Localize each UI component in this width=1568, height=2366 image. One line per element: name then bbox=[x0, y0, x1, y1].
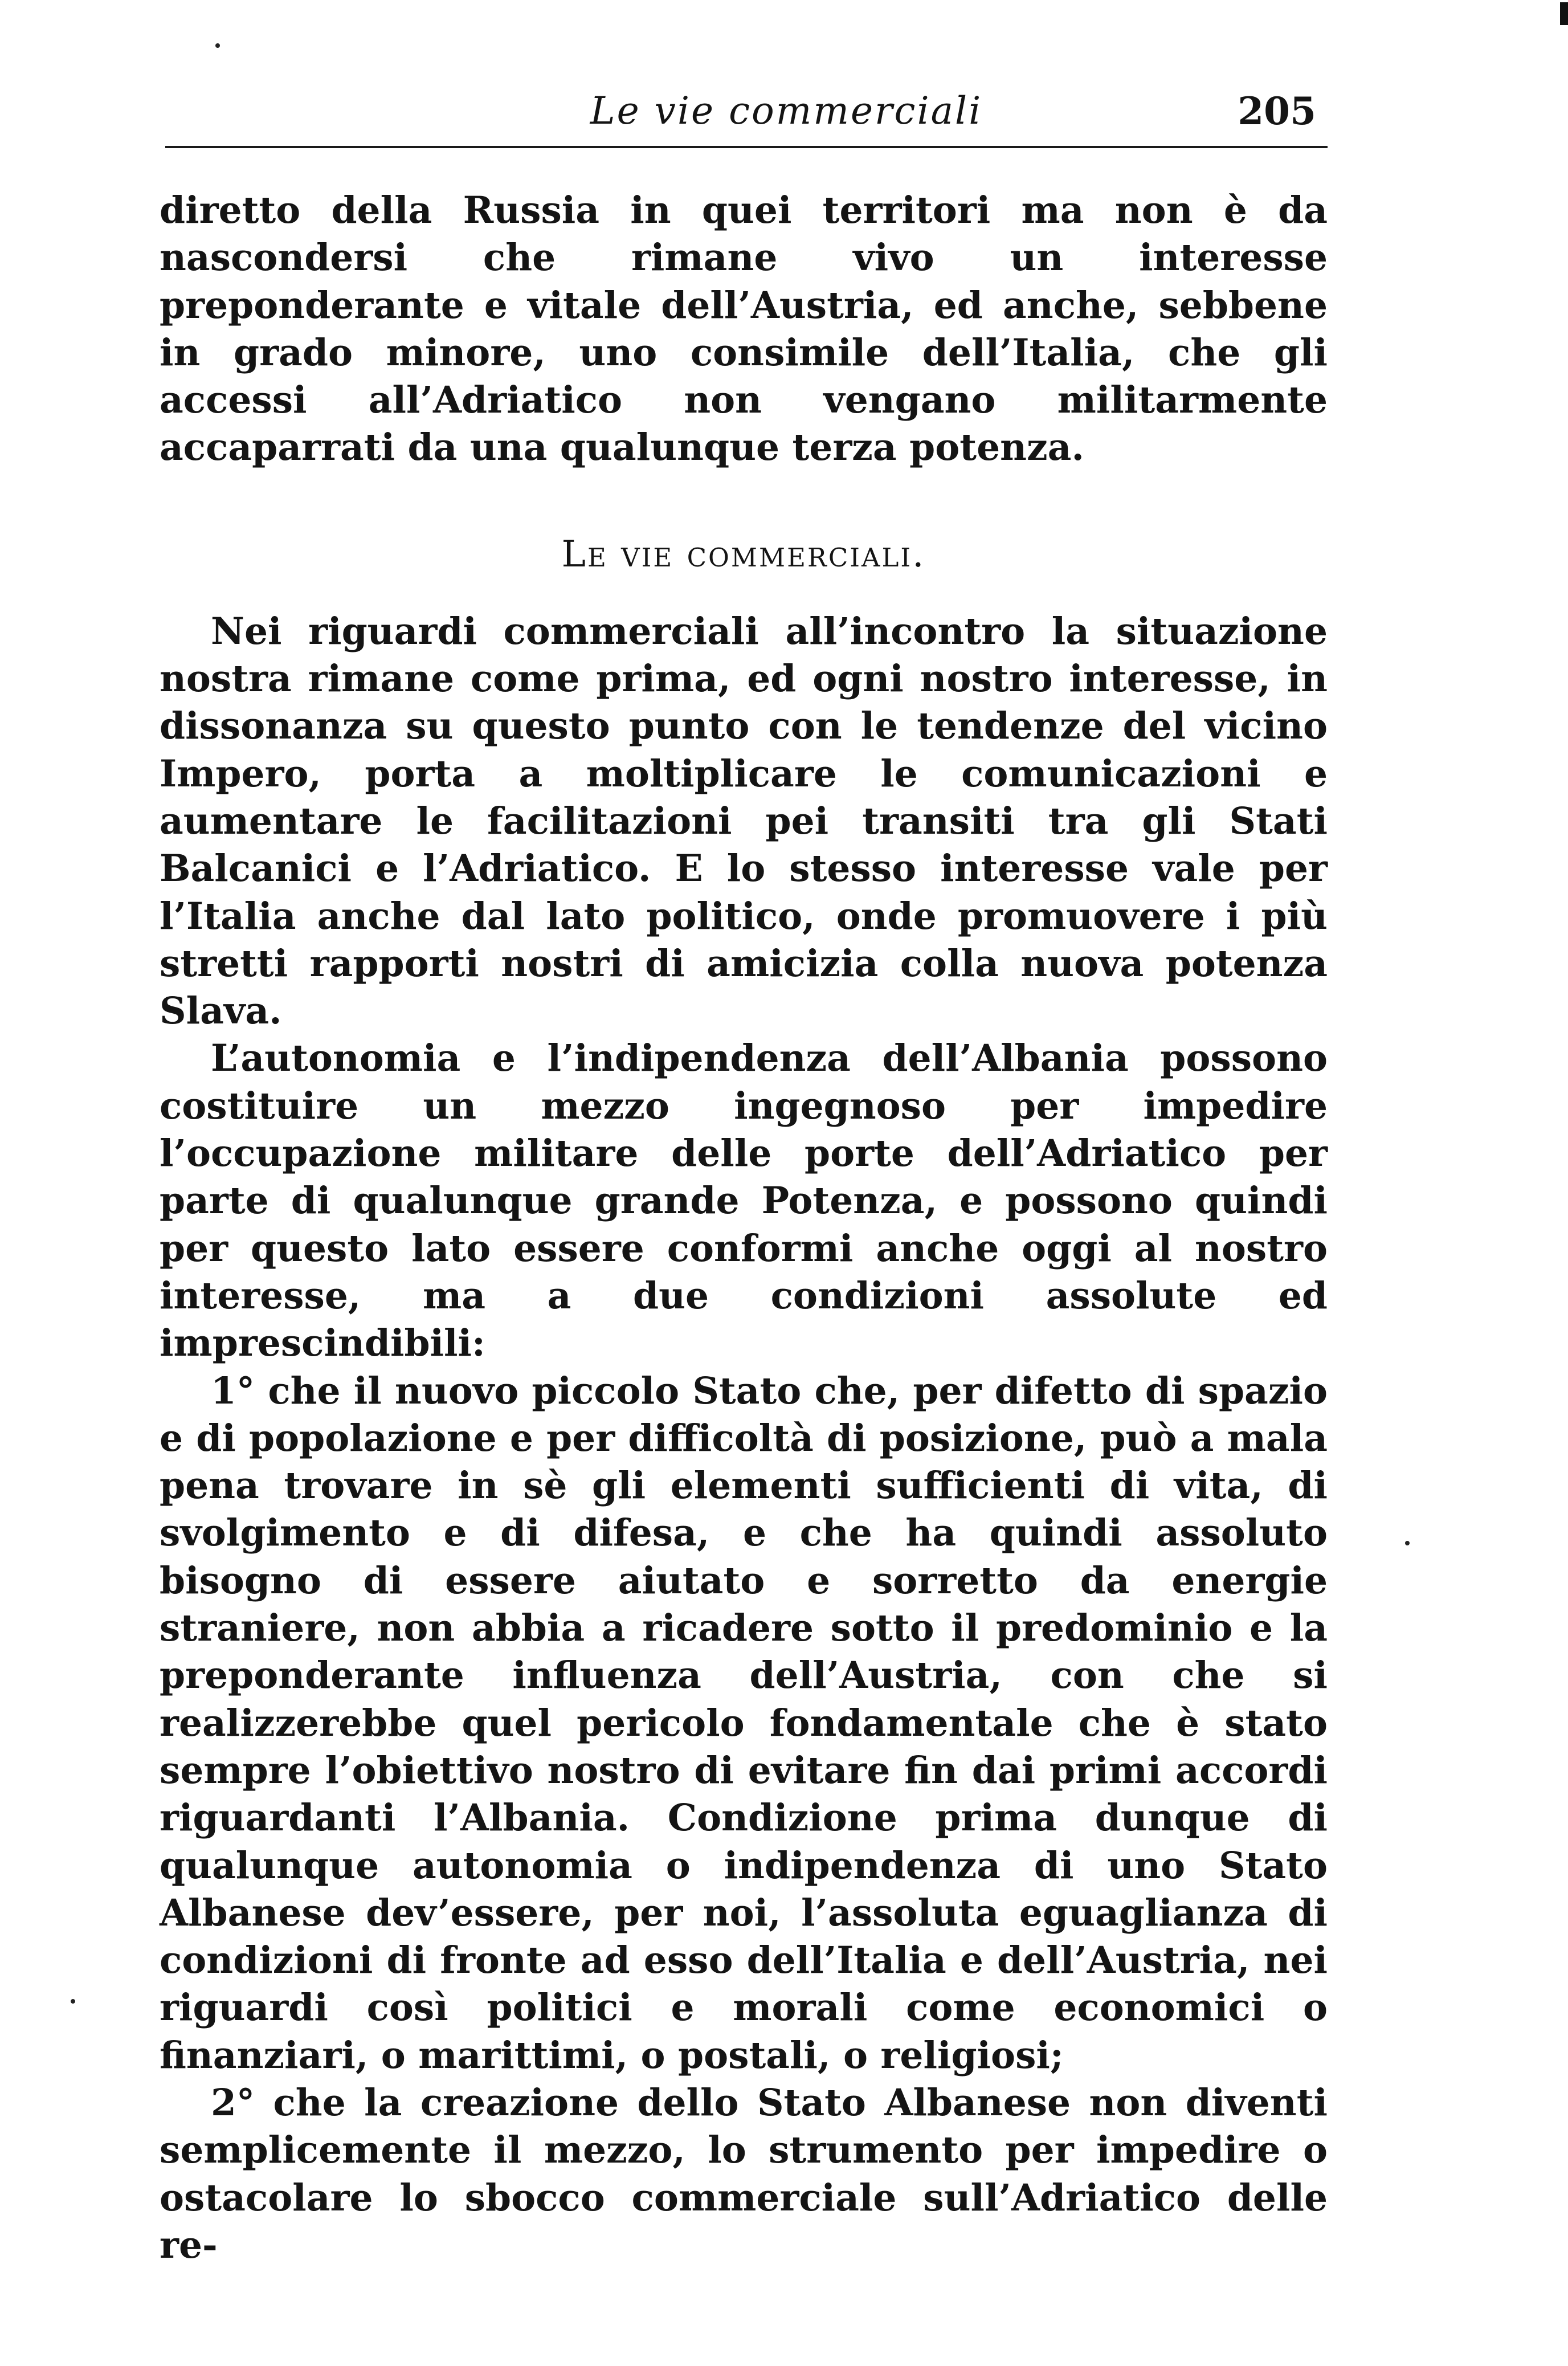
section-heading: Le vie commerciali. bbox=[561, 533, 926, 576]
paragraph: Nei riguardi commerciali all’incontro la situazione nostra rimane come prima, ed ogni nostro interesse, in dissonanza su questo punto con le tendenze del vicino Impero, porta a moltiplicare le comunicazioni e aumentare le facilitazioni pei transiti tra gli Stati Balcanici e l’Adriatico. E lo stesso interesse vale per l’Italia anche dal lato politico, onde promuovere i più stretti rapporti nostri di amicizia colla nuova potenza Slava. bbox=[160, 609, 1328, 1033]
scan-speck bbox=[71, 1999, 75, 2004]
scan-speck bbox=[1405, 1541, 1410, 1545]
scan-edge-mark bbox=[1560, 2, 1568, 25]
paragraph: L’autonomia e l’indipendenza dell’Albania possono costituire un mezzo ingegnoso per impedire l’occupazione militare delle porte dell’Adriatico per parte di qualunque grande Potenza, e possono quindi per questo lato essere conformi anche oggi al nostro interesse, ma a due condizioni assolute ed imprescindibili: bbox=[160, 1037, 1328, 1365]
scan-speck bbox=[215, 43, 220, 48]
page-number: 205 bbox=[1238, 89, 1316, 133]
running-title: Le vie commerciali bbox=[590, 89, 983, 133]
body-text bbox=[160, 187, 1328, 2269]
paragraph-condition-2: 2° che la creazione dello Stato Albanese non diventi semplicemente il mezzo, lo strumento per impedire o ostacolare lo sbocco commerciale sull’Adriatico delle re- bbox=[160, 2081, 1328, 2267]
paragraph-condition-1: 1° che il nuovo piccolo Stato che, per difetto di spazio e di popolazione e per difficoltà di posizione, può a mala pena trovare in sè gli elementi sufficienti di vita, di svolgimento e di difesa, e che ha quindi assoluto bisogno di essere aiutato e sorretto da energie straniere, non abbia a ricadere sotto il predominio e la preponderante influenza dell’Austria, con che si realizzerebbe quel pericolo fondamentale che è stato sempre l’obiettivo nostro di evitare fin dai primi accordi riguardanti l’Albania. Condizione prima dunque di qualunque autonomia o indipendenza di uno Stato Albanese dev’essere, per noi, l’assoluta eguaglianza di condizioni di fronte ad esso dell’Italia e dell’Austria, nei riguardi così politici e morali come economici o finanziari, o marittimi, o postali, o religiosi; bbox=[160, 1369, 1328, 2077]
running-head bbox=[154, 85, 1316, 148]
header-rule bbox=[165, 146, 1328, 148]
paragraph-continued: diretto della Russia in quei territori ma non è da nascondersi che rimane vivo un interesse preponderante e vitale dell’Austria, ed anche, sebbene in grado minore, uno consimile dell’Italia, che gli accessi all’Adriatico non vengano militarmente accaparrati da una qualunque terza potenza. bbox=[160, 189, 1328, 470]
